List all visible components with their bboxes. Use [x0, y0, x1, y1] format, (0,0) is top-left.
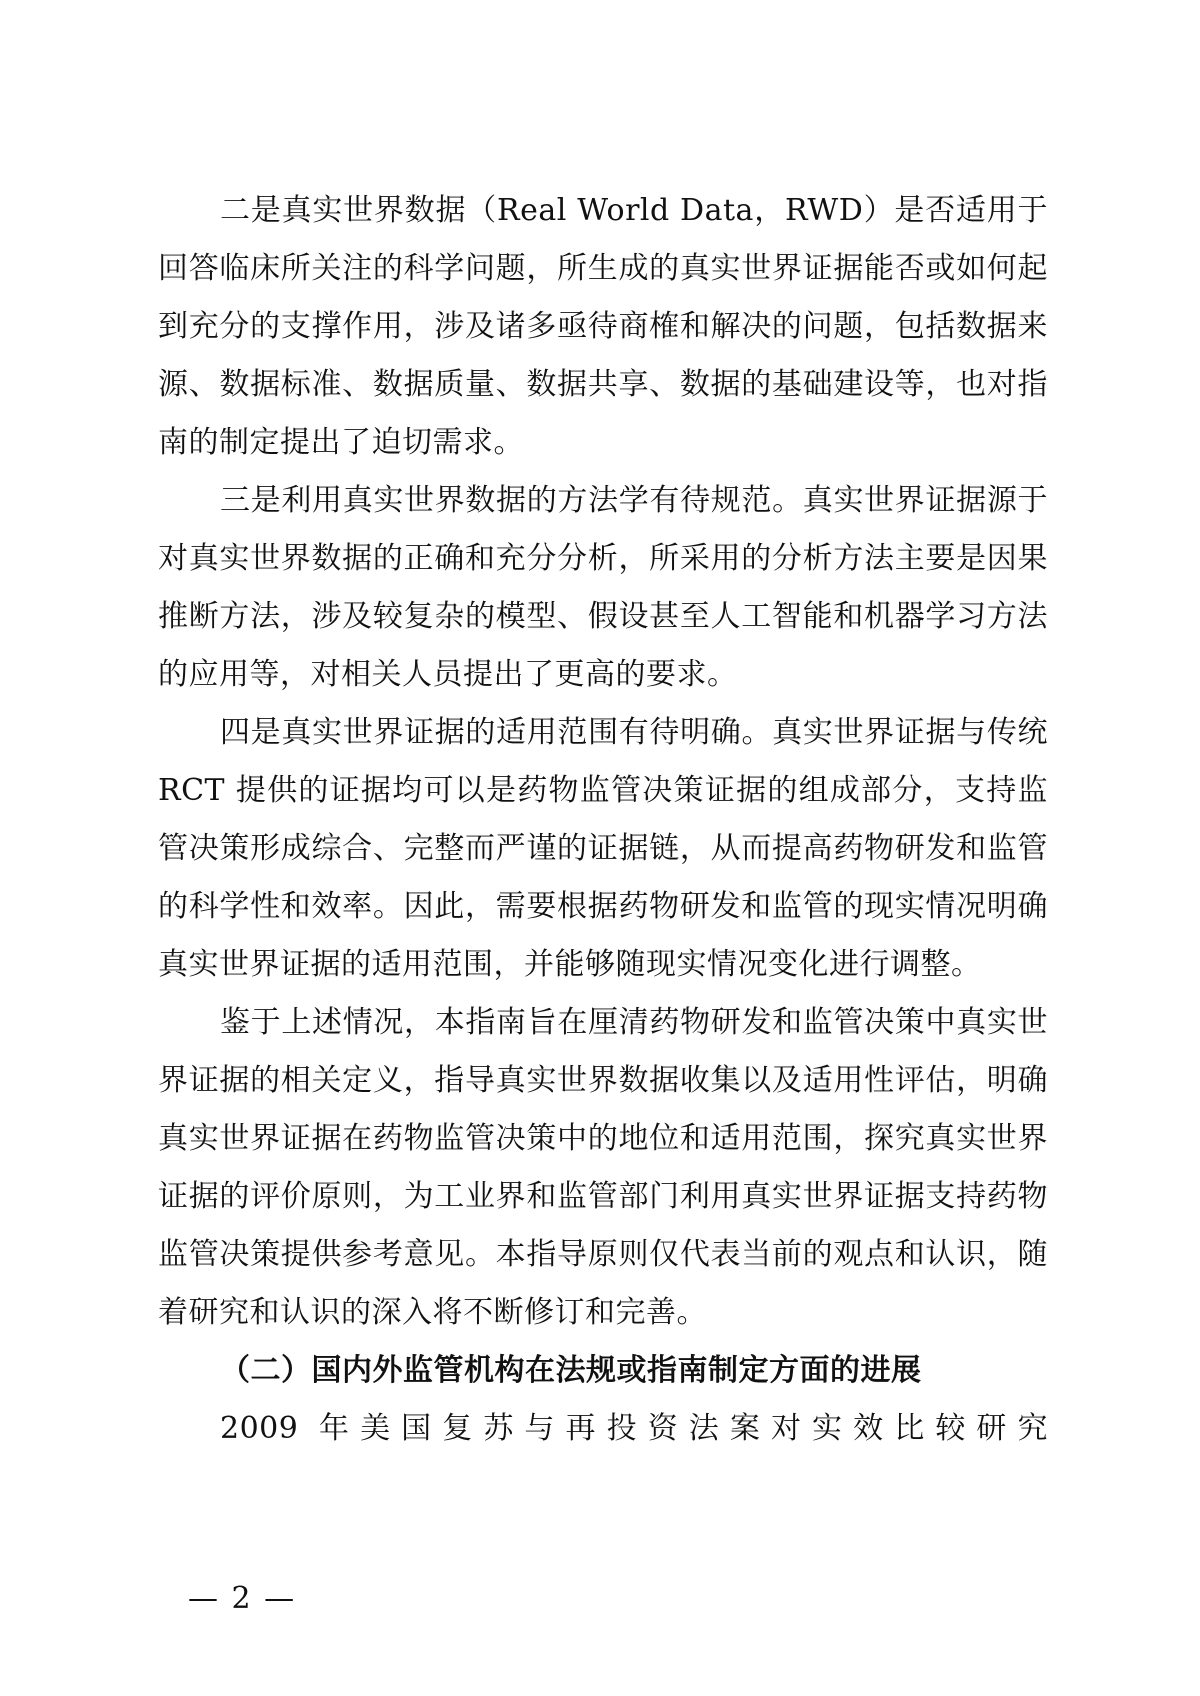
paragraph-guideline-purpose: 鉴于上述情况，本指南旨在厘清药物研发和监管决策中真实世界证据的相关定义，指导真实世界数据收集以及适用性评估，明确真实世界证据在药物监管决策中的地位和适用范围，探究真实世界证据的评价原则，为工业界和监管部门利用真实世界证据支持药物监管决策提供参考意见。本指导原则仅代表当前的观点和认识，随着研究和认识的深入将不断修订和完善。 — [158, 1005, 1048, 1330]
paragraph-scope: 四是真实世界证据的适用范围有待明确。真实世界证据与传统 RCT 提供的证据均可以是药物监管决策证据的组成部分，支持监管决策形成综合、完整而严谨的证据链，从而提高药物研发和监管的科学性和效率。因此，需要根据药物研发和监管的现实情况明确真实世界证据的适用范围，并能够随现实情况变化进行调整。 — [158, 715, 1048, 982]
body-text — [158, 182, 1048, 1458]
paragraph-methodology: 三是利用真实世界数据的方法学有待规范。真实世界证据源于对真实世界数据的正确和充分分析，所采用的分析方法主要是因果推断方法，涉及较复杂的模型、假设甚至人工智能和机器学习方法的应用等，对相关人员提出了更高的要求。 — [158, 483, 1048, 692]
paragraph-rwd-applicability: 二是真实世界数据（Real World Data，RWD）是否适用于回答临床所关注的科学问题，所生成的真实世界证据能否或如何起到充分的支撑作用，涉及诸多亟待商榷和解决的问题，包括数据来源、数据标准、数据质量、数据共享、数据的基础建设等，也对指南的制定提出了迫切需求。 — [158, 193, 1048, 460]
page-number: — 2 — — [188, 1581, 297, 1616]
section-heading: （二）国内外监管机构在法规或指南制定方面的进展 — [220, 1353, 922, 1388]
paragraph-2009-act: 2009 年美国复苏与再投资法案对实效比较研究 — [220, 1411, 1048, 1446]
